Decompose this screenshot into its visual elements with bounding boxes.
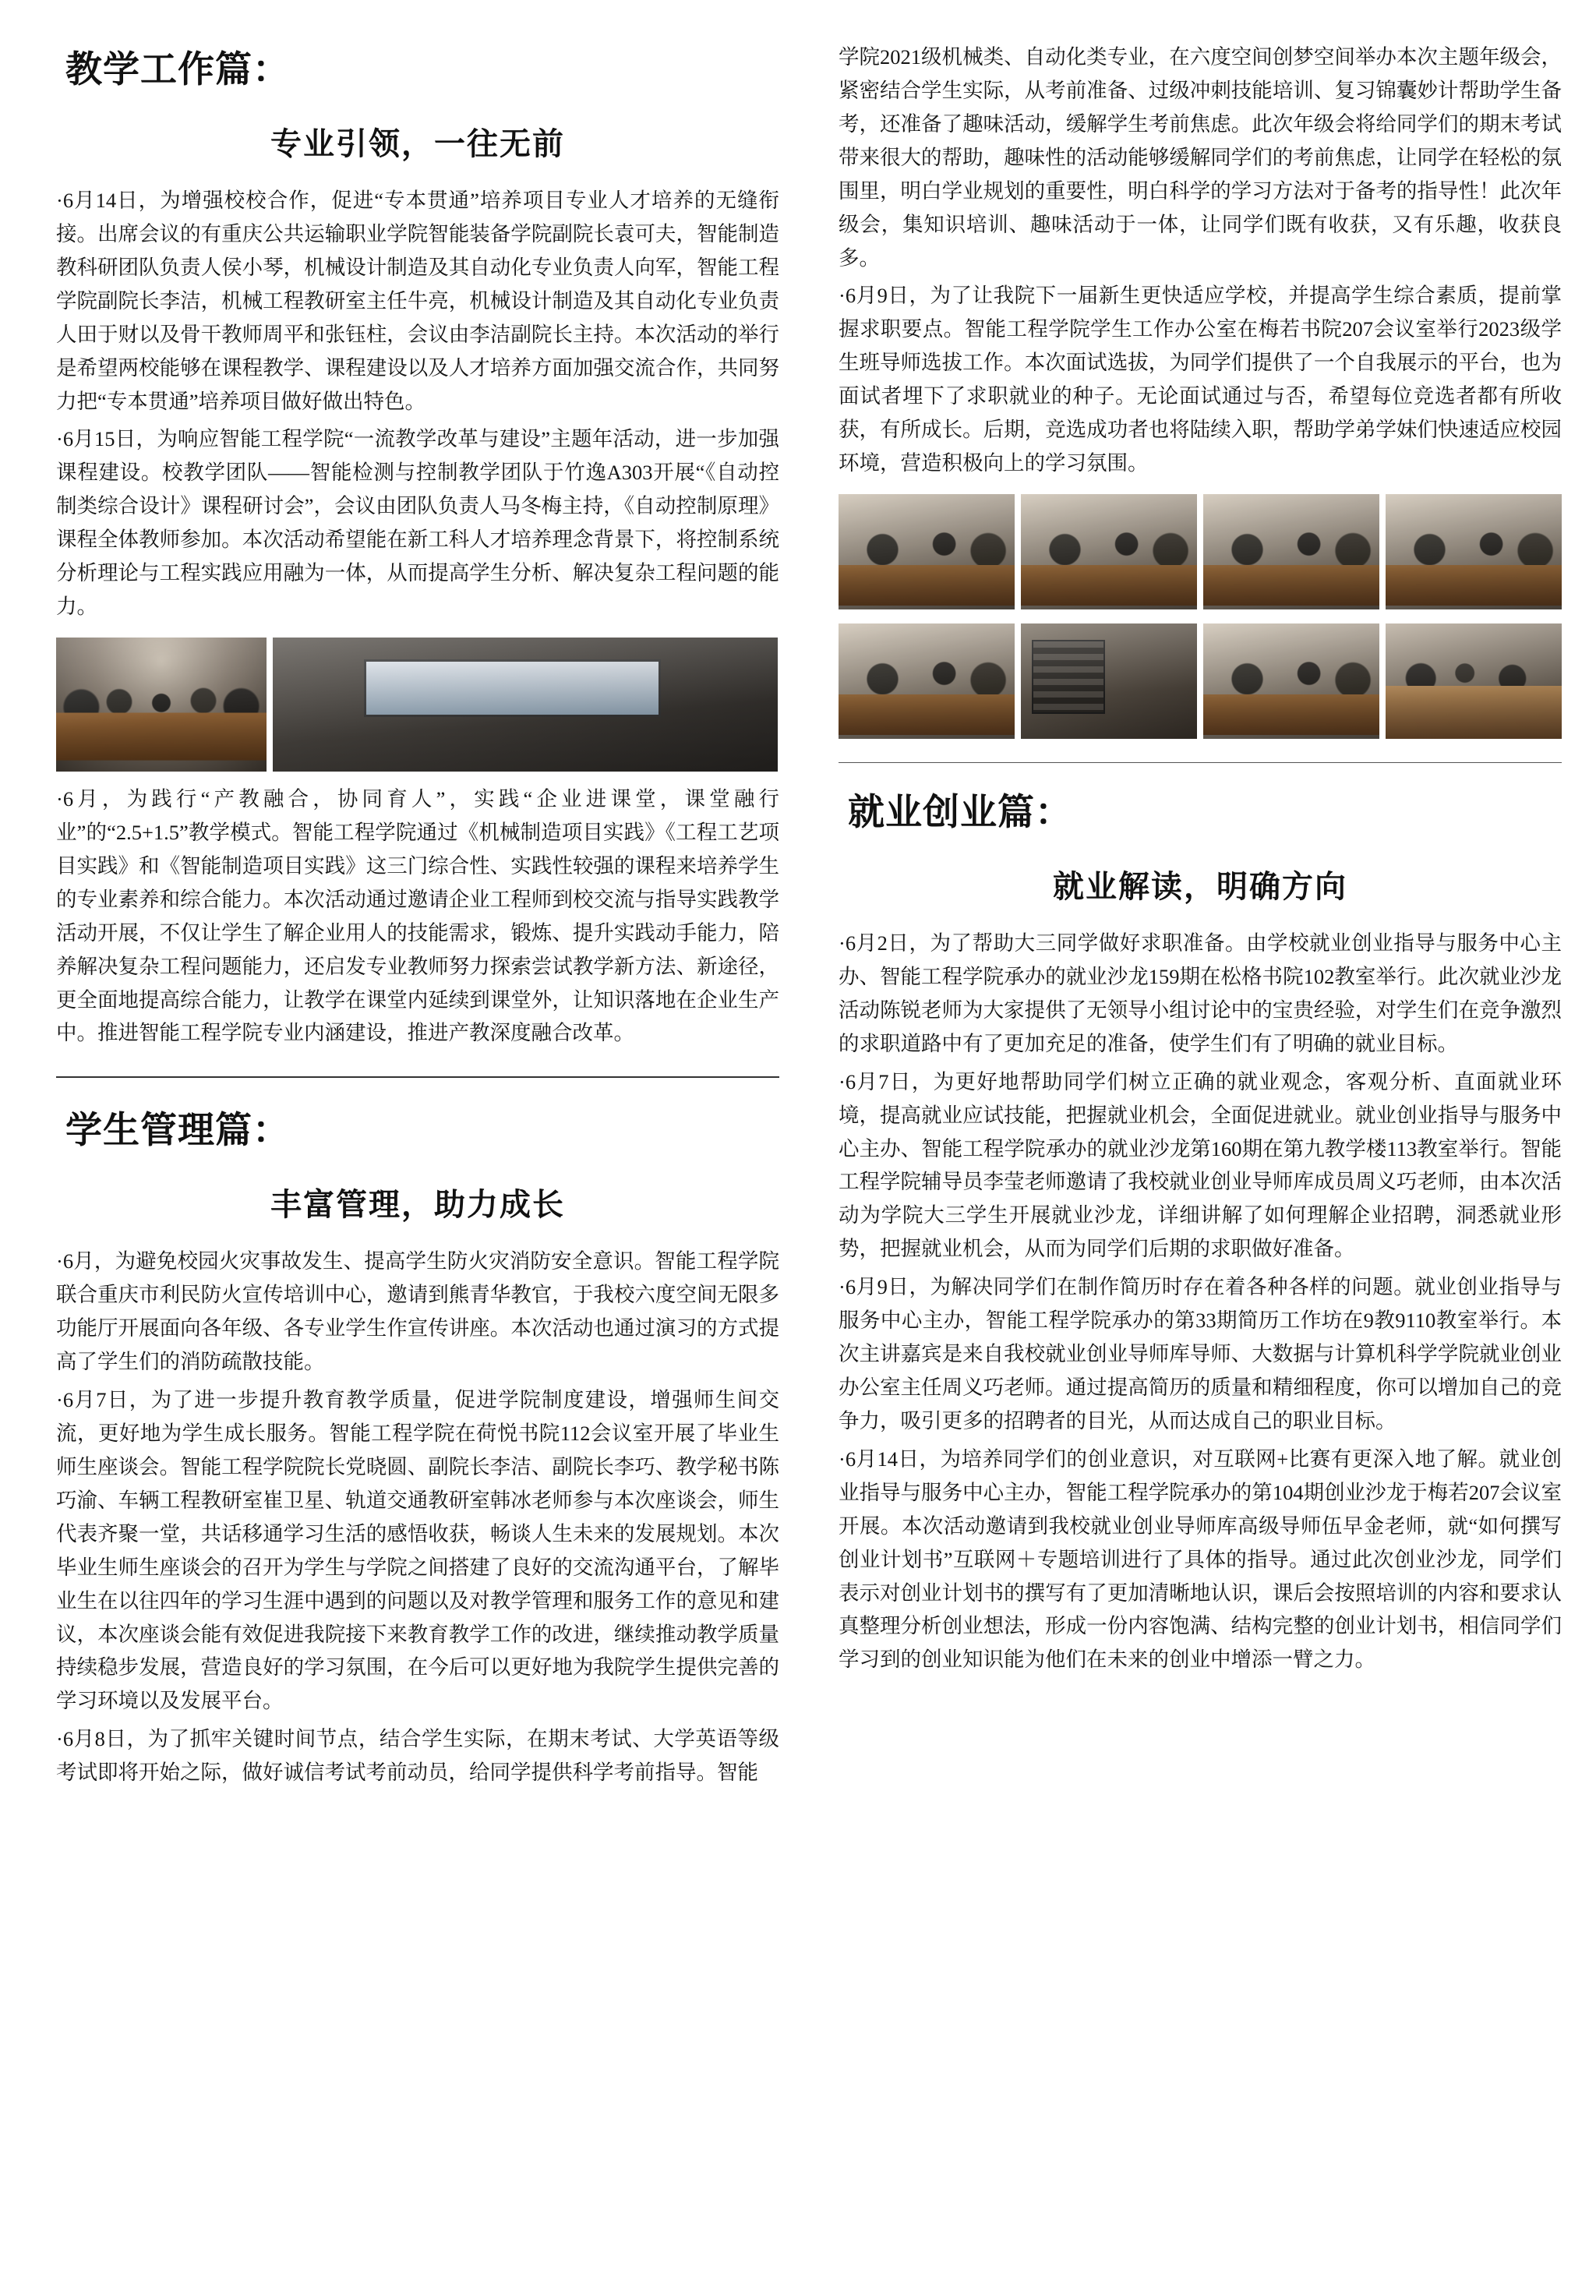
photo-interview-8 [1386, 623, 1562, 739]
section-title-employment: 就业创业篇： [848, 790, 1072, 834]
section-title-student-management: 学生管理篇： [65, 1109, 290, 1153]
paragraph-teaching-2: ·6月15日，为响应智能工程学院“一流教学改革与建设”主题年活动，进一步加强课程建设。校教学团队——智能检测与控制教学团队于竹逸A303开展“《自动控制类综合设计》课程研讨会”，会议由团队负责人马冬梅主持，《自动控制原理》课程全体教师参加。本次活动希望能在新工科人才培养理念背景下，将控制系统分析理论与工程实践应用融为一体，从而提高学生分析、解决复杂工程问题的能力。 [56, 427, 779, 619]
paragraph-teaching-3: ·6月，为践行“产教融合，协同育人”，实践“企业进课堂，课堂融行业”的“2.5+1.5”教学模式。智能工程学院通过《机械制造项目实践》《工程工艺项目实践》和《智能制造项目实践》这三门综合性、实践性较强的课程来培养学生的专业素养和综合能力。本次活动通过邀请企业工程师到校交流与指导实践教学活动开展，不仅让学生了解企业用人的技能需求，锻炼、提升实践动手能力，陪养解决复杂工程问题能力，还启发专业教师努力探索尝试教学新方法、新途径，更全面地提高综合能力，让教学在课堂内延续到课堂外，让知识落地在企业生产中。推进智能工程学院专业内涵建设，推进产教深度融合改革。 [56, 786, 779, 1045]
paragraph-student-1: ·6月，为避免校园火灾事故发生、提高学生防火灾消防安全意识。智能工程学院联合重庆市利民防火宣传培训中心，邀请到熊青华教官，于我校六度空间无限多功能厅开展面向各年级、各专业学生作宣传讲座。本次活动也通过演习的方式提高了学生们的消防疏散技能。 [56, 1249, 779, 1374]
left-column [56, 41, 779, 2265]
right-column [839, 41, 1562, 2265]
paragraph-employment-3: ·6月9日，为解决同学们在制作简历时存在着各种各样的问题。就业创业指导与服务中心主办，智能工程学院承办的第33期简历工作坊在9教9110教室举行。本次主讲嘉宾是来自我校就业创业导师库导师、大数据与计算机科学学院就业创业办公室主任周义巧老师。通过提高简历的质量和精细程度，你可以增加自己的竞争力，吸引更多的招聘者的目光，从而达成自己的职业目标。 [839, 1275, 1562, 1432]
paragraph-student-3: ·6月8日，为了抓牢关键时间节点，结合学生实际，在期末考试、大学英语等级考试即将开始之际，做好诚信考试考前动员，给同学提供科学考前指导。智能 [56, 1727, 779, 1785]
photo-group-interview-row2 [839, 623, 1562, 739]
photo-group-teaching [56, 638, 779, 772]
photo-interview-2 [1021, 494, 1197, 609]
photo-interview-3 [1203, 494, 1379, 609]
paragraph-student-4: ·6月9日，为了让我院下一届新生更快适应学校，并提高学生综合素质，提前掌握求职要点。智能工程学院学生工作办公室在梅若书院207会议室举行2023级学生班导师选拔工作。本次面试选拔，为同学们提供了一个自我展示的平台，也为面试者埋下了求职就业的种子。无论面试通过与否，希望每位竞选者都有所收获，有所成长。后期，竞选成功者也将陆续入职，帮助学弟学妹们快速适应校园环境，营造积极向上的学习氛围。 [839, 284, 1562, 475]
section-subtitle-teaching: 专业引领，一往无前 [270, 126, 565, 162]
paragraph-employment-2: ·6月7日，为更好地帮助同学们树立正确的就业观念，客观分析、直面就业环境，提高就业应试技能，把握就业机会，全面促进就业。就业创业指导与服务中心主办、智能工程学院承办的就业沙龙第160期在第九教学楼113教室举行。智能工程学院辅导员李莹老师邀请了我校就业创业导师库成员周义巧老师，由本次活动为学院大三学生开展就业沙龙，详细讲解了如何理解企业招聘，洞悉就业形势，把握就业机会，从而为同学们后期的求职做好准备。 [839, 1069, 1562, 1261]
paragraph-student-continuation: 学院2021级机械类、自动化类专业，在六度空间创梦空间举办本次主题年级会，紧密结合学生实际，从考前准备、过级冲刺技能培训、复习锦囊妙计帮助学生备考，还准备了趣味活动，缓解学生考前焦虑。此次年级会将给同学们的期末考试带来很大的帮助，趣味性的活动能够缓解同学们的考前焦虑，让同学在轻松的氛围里，明白学业规划的重要性，明白科学的学习方法对于备考的指导性！此次年级会，集知识培训、趣味活动于一体，让同学们既有收获，又有乐趣，收获良多。 [839, 45, 1562, 270]
photo-interview-6 [1021, 623, 1197, 739]
section-subtitle-employment: 就业解读，明确方向 [1053, 868, 1347, 905]
paragraph-employment-4: ·6月14日，为培养同学们的创业意识，对互联网+比赛有更深入地了解。就业创业指导与服务中心主办，智能工程学院承办的第104期创业沙龙于梅若207会议室开展。本次活动邀请到我校就业创业导师库高级导师伍早金老师，就“如何撰写创业计划书”互联网＋专题培训进行了具体的指导。通过此次创业沙龙，同学们表示对创业计划书的撰写有了更加清晰地认识，课后会按照培训的内容和要求认真整理分析创业想法，形成一份内容饱满、结构完整的创业计划书，相信同学们学习到的创业知识能为他们在未来的创业中增添一臂之力。 [839, 1446, 1562, 1672]
section-divider-1 [56, 1076, 779, 1078]
section-subtitle-student-management: 丰富管理，助力成长 [270, 1187, 565, 1224]
paragraph-student-2: ·6月7日，为了进一步提升教育教学质量，促进学院制度建设，增强师生间交流，更好地为学生成长服务。智能工程学院在荷悦书院112会议室开展了毕业生师生座谈会。智能工程学院院长党晓圆、副院长李洁、副院长李巧、教学秘书陈巧渝、车辆工程教研室崔卫星、轨道交通教研室韩冰老师参与本次座谈会，师生代表齐聚一堂，共话移通学习生活的感悟收获，畅谈人生未来的发展规划。本次毕业生师生座谈会的召开为学生与学院之间搭建了良好的交流沟通平台，了解毕业生在以往四年的学习生涯中遇到的问题以及对教学管理和服务工作的意见和建议，本次座谈会能有效促进我院接下来教育教学工作的改进，继续推动教学质量持续稳步发展，营造良好的学习氛围，在今后可以更好地为我院学生提供完善的学习环境以及发展平台。 [56, 1388, 779, 1713]
section-title-teaching: 教学工作篇： [65, 48, 290, 91]
two-column-layout [56, 41, 1562, 2265]
photo-group-interview-row1 [839, 494, 1562, 609]
section-divider-2 [839, 762, 1562, 763]
photo-meeting-room [56, 638, 267, 772]
paragraph-employment-1: ·6月2日，为了帮助大三同学做好求职准备。由学校就业创业指导与服务中心主办、智能工程学院承办的就业沙龙159期在松格书院102教室举行。此次就业沙龙活动陈锐老师为大家提供了无领导小组讨论中的宝贵经验，对学生们在竞争激烈的求职道路中有了更加充足的准备，使学生们有了明确的就业目标。 [839, 931, 1562, 1055]
photo-interview-1 [839, 494, 1015, 609]
photo-interview-5 [839, 623, 1015, 739]
photo-seminar-room [273, 638, 778, 772]
paragraph-teaching-1: ·6月14日，为增强校校合作，促进“专本贯通”培养项目专业人才培养的无缝衔接。出席会议的有重庆公共运输职业学院智能装备学院副院长袁可夫，智能制造教科研团队负责人侯小琴，机械设计制造及其自动化专业负责人向军，智能工程学院副院长李洁，机械工程教研室主任牛亮，机械设计制造及其自动化专业负责人田于财以及骨干教师周平和张钰柱，会议由李洁副院长主持。本次活动的举行是希望两校能够在课程教学、课程建设以及人才培养方面加强交流合作，共同努力把“专本贯通”培养项目做好做出特色。 [56, 189, 779, 413]
photo-interview-4 [1386, 494, 1562, 609]
photo-interview-7 [1203, 623, 1379, 739]
